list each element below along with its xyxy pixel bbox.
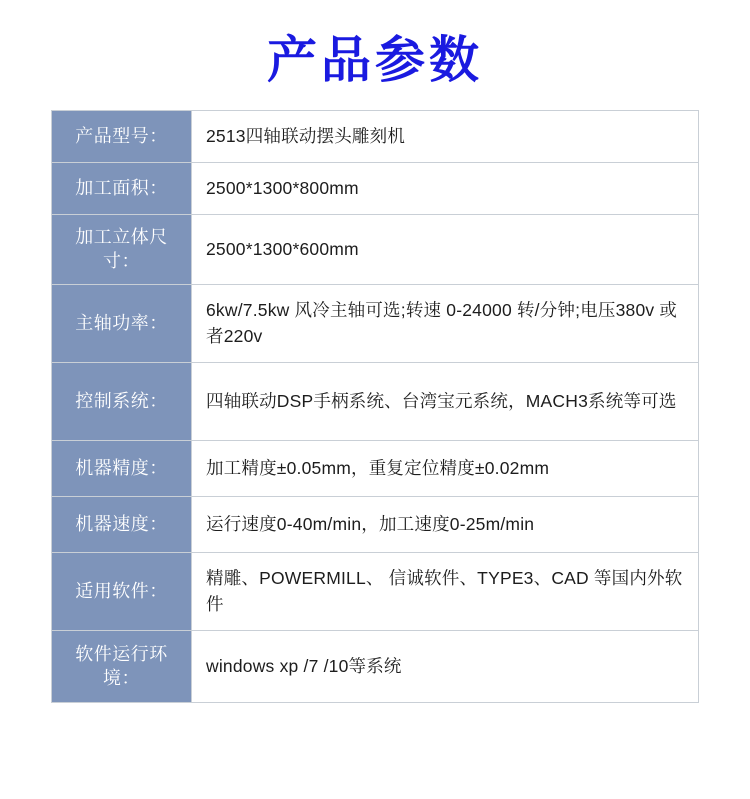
- table-row: [52, 440, 699, 496]
- table-row: [52, 284, 699, 362]
- spec-label: 控制系统：: [52, 362, 192, 440]
- table-row: [52, 111, 699, 163]
- spec-label: 软件运行环境：: [52, 630, 192, 702]
- spec-value: 四轴联动DSP手柄系统、台湾宝元系统，MACH3系统等可选: [192, 362, 699, 440]
- spec-label: 机器速度：: [52, 496, 192, 552]
- table-row: [52, 362, 699, 440]
- spec-value: 2513四轴联动摆头雕刻机: [192, 111, 699, 163]
- spec-label: 主轴功率：: [52, 284, 192, 362]
- table-row: [52, 496, 699, 552]
- spec-value: windows xp /7 /10等系统: [192, 630, 699, 702]
- spec-label: 适用软件：: [52, 552, 192, 630]
- table-row: [52, 630, 699, 702]
- spec-label: 加工面积：: [52, 163, 192, 215]
- spec-label: 机器精度：: [52, 440, 192, 496]
- spec-value: 2500*1300*600mm: [192, 215, 699, 285]
- spec-value: 精雕、POWERMILL、 信诚软件、TYPE3、CAD 等国内外软件: [192, 552, 699, 630]
- spec-label: 产品型号：: [52, 111, 192, 163]
- spec-table: [51, 110, 699, 703]
- spec-value: 6kw/7.5kw 风冷主轴可选;转速 0-24000 转/分钟;电压380v 或者220v: [192, 284, 699, 362]
- table-row: [52, 552, 699, 630]
- table-row: [52, 163, 699, 215]
- spec-label: 加工立体尺寸：: [52, 215, 192, 285]
- table-row: [52, 215, 699, 285]
- spec-value: 运行速度0-40m/min，加工速度0-25m/min: [192, 496, 699, 552]
- spec-value: 加工精度±0.05mm，重复定位精度±0.02mm: [192, 440, 699, 496]
- page-title: 产品参数: [267, 32, 483, 88]
- spec-value: 2500*1300*800mm: [192, 163, 699, 215]
